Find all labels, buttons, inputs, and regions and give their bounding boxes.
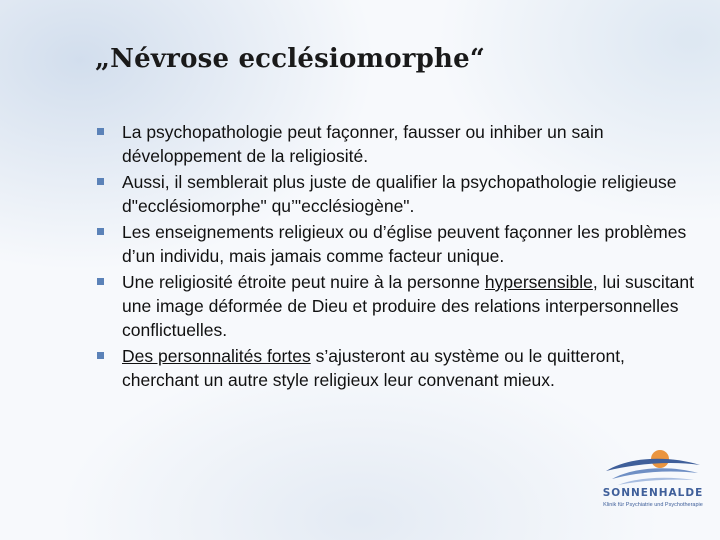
bullet-item — [95, 220, 695, 268]
bullet-list — [95, 120, 695, 394]
square-bullet-icon — [97, 178, 104, 185]
bullet-text-start: Une religiosité étroite peut nuire à la personne — [122, 272, 485, 292]
bullet-text: La psychopathologie peut façonner, fausser ou inhiber un sain développement de la religiosité. — [122, 122, 604, 166]
bullet-text: Les enseignements religieux ou d’église peuvent façonner les problèmes d’un individu, mais jamais comme facteur unique. — [122, 222, 687, 266]
bullet-item — [95, 344, 695, 392]
hypersensible-link[interactable]: hypersensible — [484, 272, 593, 292]
square-bullet-icon — [97, 128, 104, 135]
personnalites-fortes-link[interactable]: Des personnalités fortes — [122, 346, 311, 366]
logo-subtitle: Klinik für Psychiatrie und Psychotherapie — [603, 502, 703, 508]
bullet-item — [95, 120, 695, 168]
slide-title: „Névrose ecclésiomorphe“ — [95, 44, 486, 74]
square-bullet-icon — [97, 278, 104, 285]
square-bullet-icon — [97, 228, 104, 235]
bullet-item — [95, 170, 695, 218]
bullet-text-end: s’ajusteront au système ou le quitteront, cherchant un autre style religieux leur convenant mieux. — [122, 346, 625, 390]
logo-name: SONNENHALDE — [602, 487, 704, 499]
bullet-text-end: , lui suscitant une image déformée de Dieu et produire des relations interpersonnelles conflictuelles. — [122, 272, 695, 340]
bullet-item — [95, 270, 695, 342]
square-bullet-icon — [97, 352, 104, 359]
sonnenhalde-emblem-icon — [598, 447, 708, 487]
bullet-text: Aussi, il semblerait plus juste de qualifier la psychopathologie religieuse d"ecclésiomorphe" qu’"ecclésiogène". — [122, 172, 677, 216]
sonnenhalde-logo — [598, 447, 708, 517]
